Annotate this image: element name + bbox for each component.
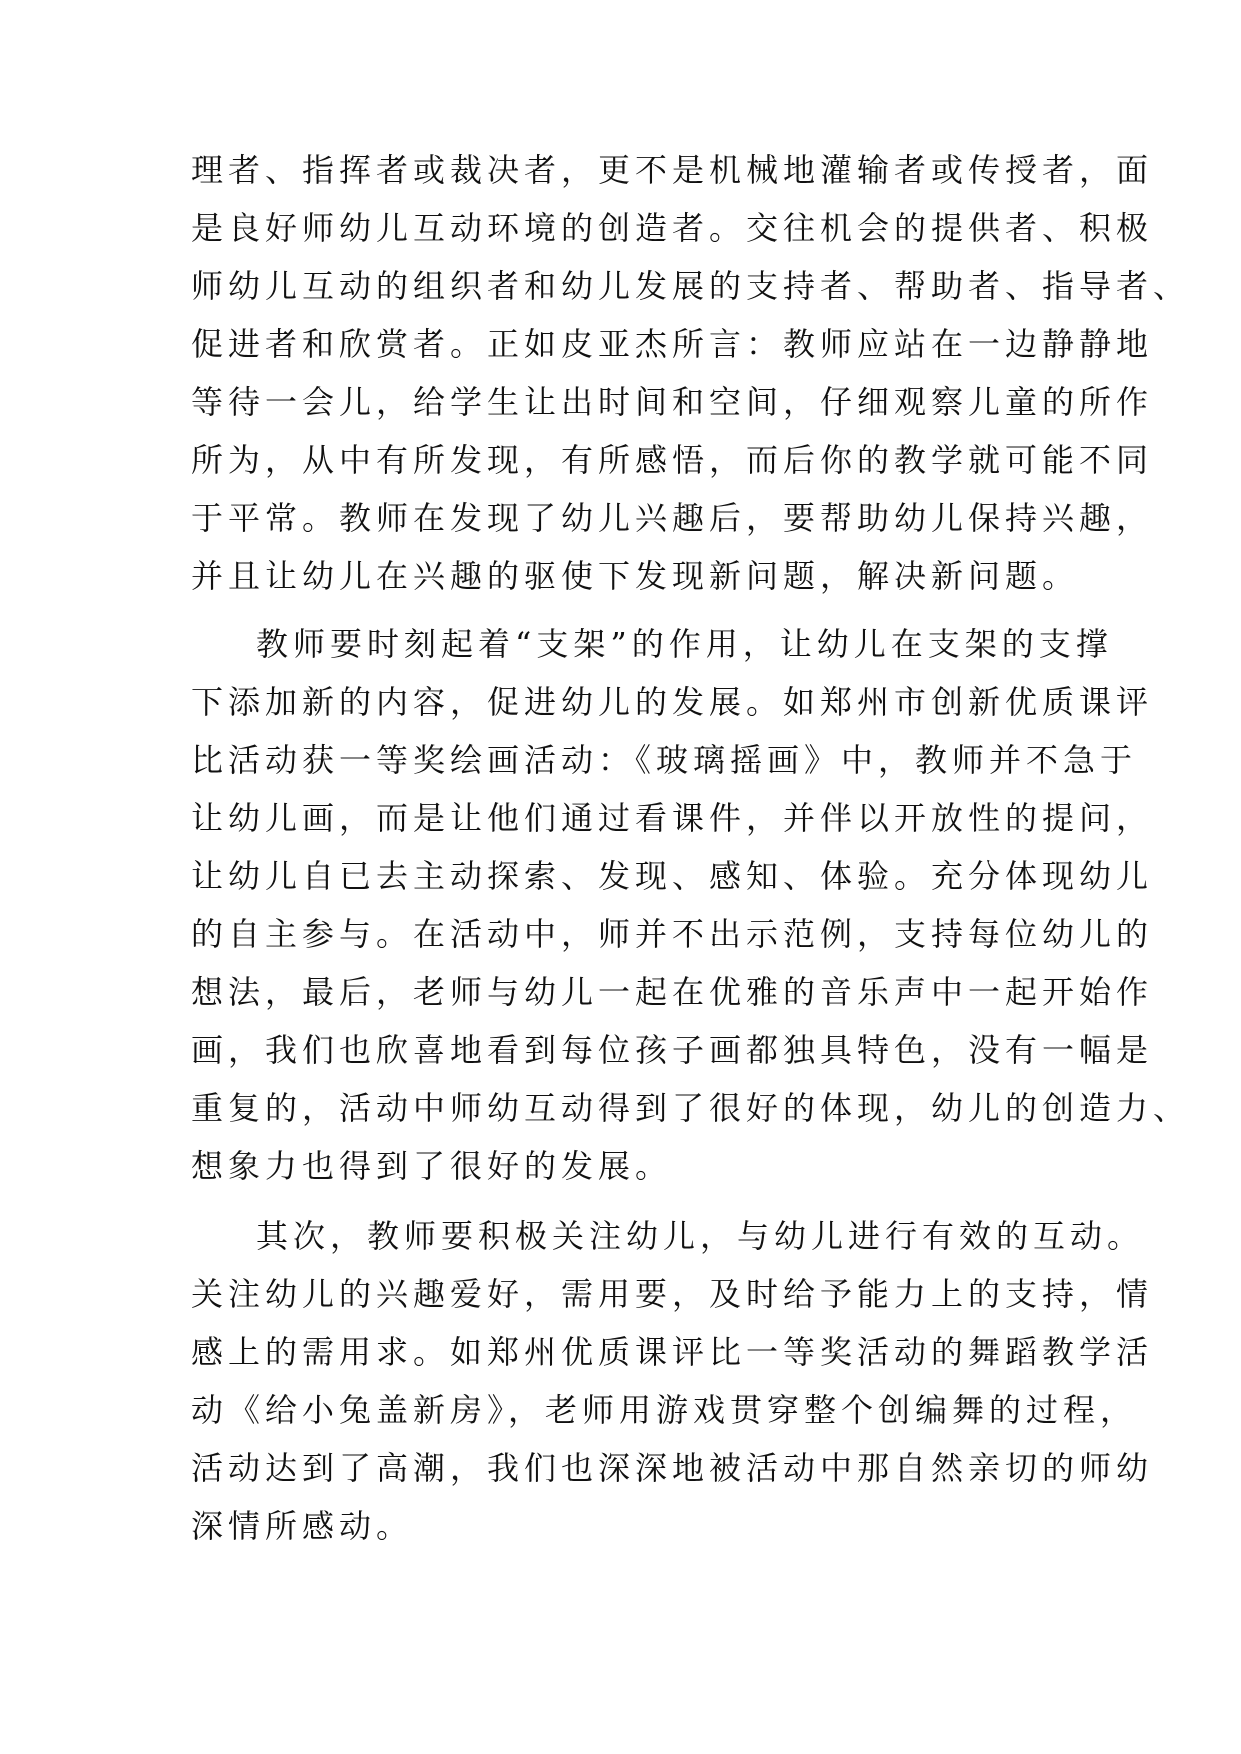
paragraph-2-line-2: 下添加新的内容，促进幼儿的发展。如郑州市创新优质课评: [191, 683, 1154, 721]
paragraph-2-line-5: 让幼儿自已去主动探索、发现、感知、体验。充分体现幼儿: [191, 857, 1154, 895]
paragraph-2-line-3: 比活动获一等奖绘画活动：《玻璃摇画》中，教师并不急于: [191, 741, 1138, 779]
paragraph-1-line-3: 师幼儿互动的组织者和幼儿发展的支持者、帮助者、指导者、: [191, 267, 1191, 305]
paragraph-1-line-1: 理者、指挥者或裁决者，更不是机械地灌输者或传授者，面: [191, 151, 1154, 189]
paragraph-3-line-4: 动《给小兔盖新房》，老师用游戏贯穿整个创编舞的过程，: [191, 1391, 1138, 1429]
paragraph-3-line-5: 活动达到了高潮，我们也深深地被活动中那自然亲切的师幼: [191, 1449, 1154, 1487]
paragraph-1-line-6: 所为，从中有所发现，有所感悟，而后你的教学就可能不同: [191, 441, 1154, 479]
paragraph-3-line-2: 关注幼儿的兴趣爱好，需用要，及时给予能力上的支持，情: [191, 1275, 1154, 1313]
paragraph-1-line-2: 是良好师幼儿互动环境的创造者。交往机会的提供者、积极: [191, 209, 1154, 247]
paragraph-2-line-1: 教师要时刻起着“支架”的作用，让幼儿在支架的支撑: [256, 625, 1113, 663]
paragraph-3-line-6: 深情所感动。: [191, 1507, 414, 1545]
paragraph-1-line-4: 促进者和欣赏者。正如皮亚杰所言：教师应站在一边静静地: [191, 325, 1154, 363]
paragraph-2-line-10: 想象力也得到了很好的发展。: [191, 1147, 673, 1185]
paragraph-2-line-7: 想法，最后，老师与幼儿一起在优雅的音乐声中一起开始作: [191, 973, 1154, 1011]
paragraph-3-line-1: 其次，教师要积极关注幼儿，与幼儿进行有效的互动。: [256, 1217, 1145, 1255]
paragraph-1-line-8: 并且让幼儿在兴趣的驱使下发现新问题，解决新问题。: [191, 557, 1080, 595]
paragraph-3-line-3: 感上的需用求。如郑州优质课评比一等奖活动的舞蹈教学活: [191, 1333, 1154, 1371]
paragraph-2-line-8: 画，我们也欣喜地看到每位孩子画都独具特色，没有一幅是: [191, 1031, 1154, 1069]
paragraph-1-line-7: 于平常。教师在发现了幼儿兴趣后，要帮助幼儿保持兴趣，: [191, 499, 1154, 537]
paragraph-2-line-6: 的自主参与。在活动中，师并不出示范例，支持每位幼儿的: [191, 915, 1154, 953]
paragraph-2-line-9: 重复的，活动中师幼互动得到了很好的体现，幼儿的创造力、: [191, 1089, 1191, 1127]
paragraph-1-line-5: 等待一会儿，给学生让出时间和空间，仔细观察儿童的所作: [191, 383, 1154, 421]
paragraph-2-line-4: 让幼儿画，而是让他们通过看课件，并伴以开放性的提问，: [191, 799, 1154, 837]
